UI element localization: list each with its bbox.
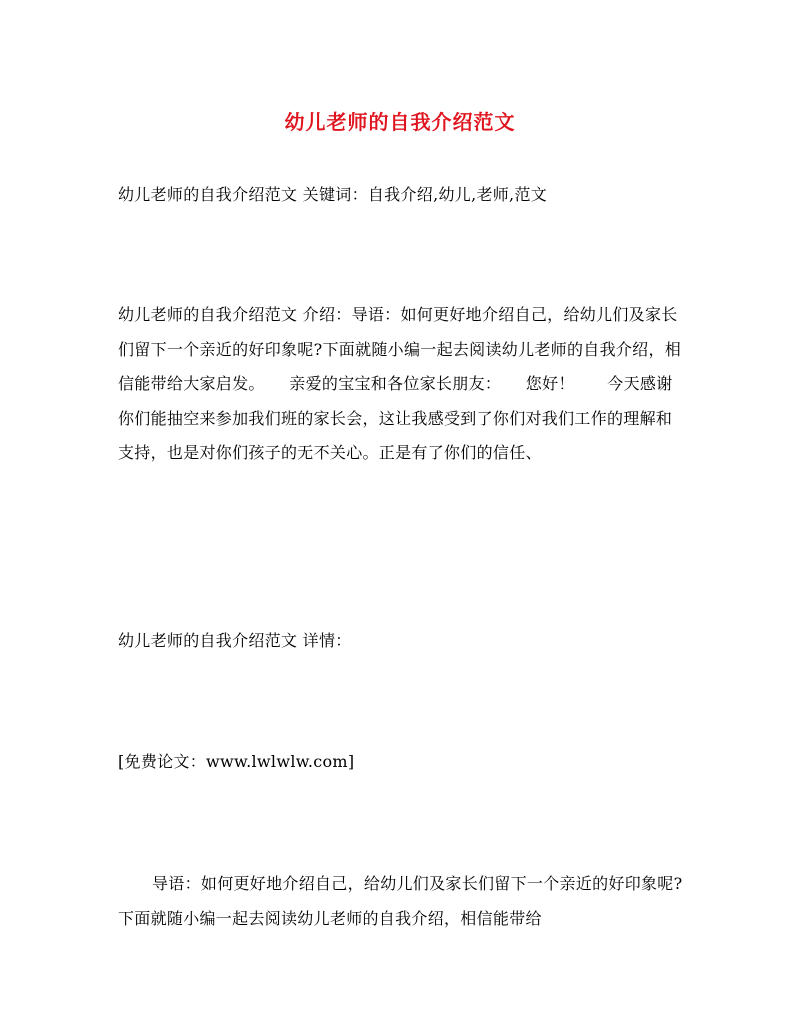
details-line: 幼儿老师的自我介绍范文 详情：	[118, 631, 352, 650]
keywords-line: 幼儿老师的自我介绍范文 关键词：自我介绍,幼儿,老师,范文	[118, 185, 548, 204]
body-paragraph: 导语：如何更好地介绍自己，给幼儿们及家长们留下一个亲近的好印象呢?下面就随小编一起去阅读幼儿老师的自我介绍，相信能带给	[118, 874, 683, 928]
document-title: 幼儿老师的自我介绍范文	[284, 110, 516, 134]
intro-paragraph: 幼儿老师的自我介绍范文 介绍：导语：如何更好地介绍自己，给幼儿们及家长们留下一个亲近的好印象呢?下面就随小编一起去阅读幼儿老师的自我介绍，相信能带给大家启发。 亲爱的宝宝和各位家长朋友： 您好！ 今天感谢你们能抽空来参加我们班的家长会，这让我感受到了你们对我们工作的理解和支持，也是对你们孩子的无不关心。正是有了你们的信任、	[118, 305, 682, 462]
source-line: [免费论文：www.lwlwlw.com]	[118, 752, 355, 771]
